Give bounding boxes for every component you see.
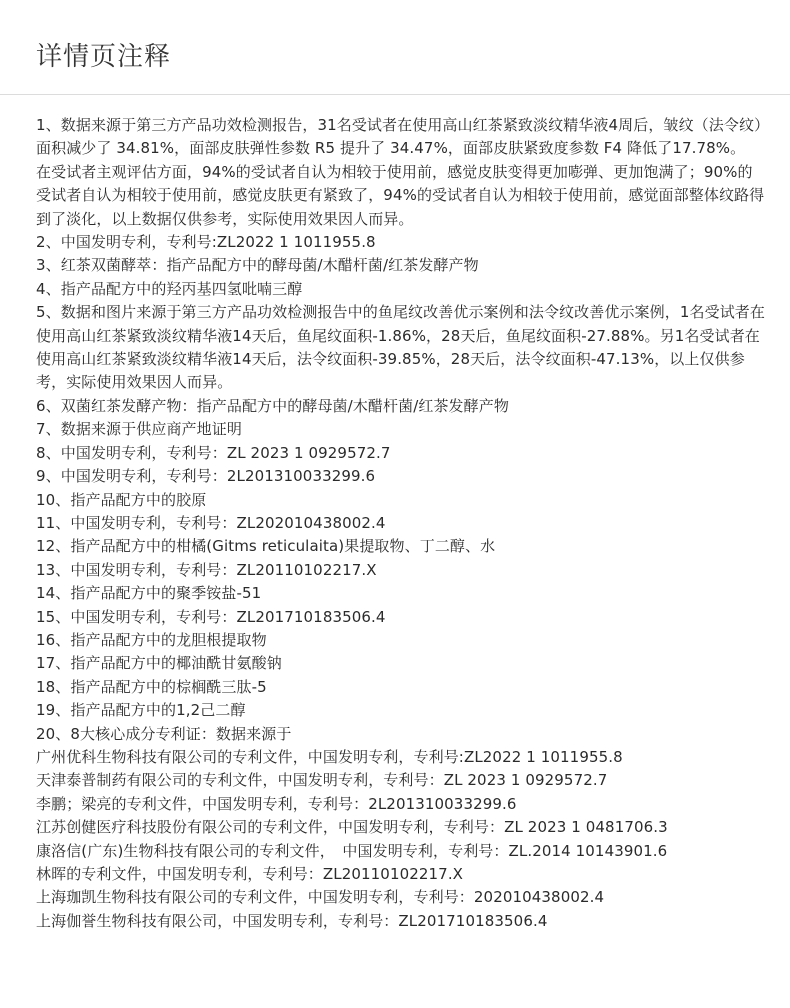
patent-source-item: 李鹏；梁亮的专利文件，中国发明专利，专利号：2L201310033299.6	[36, 794, 517, 813]
note-item: 19、指产品配方中的1,2己二醇	[36, 701, 246, 720]
title-divider	[0, 94, 790, 95]
note-item: 9、中国发明专利，专利号：2L201310033299.6	[36, 467, 376, 486]
patent-source-item: 天津泰普制药有限公司的专利文件，中国发明专利，专利号：ZL 2023 1 0929572.7	[36, 771, 608, 790]
note-item: 14、指产品配方中的聚季铵盐-51	[36, 584, 262, 603]
page-title: 详情页注释	[36, 42, 172, 72]
note-item: 在受试者主观评估方面，94%的受试者自认为相较于使用前，感觉皮肤变得更加嘭弹、更加饱满了；90%的受试者自认为相较于使用前，感觉皮肤更有紧致了，94%的受试者自认为相较于使用前，感觉面部整体纹路得到了淡化，以上数据仅供参考，实际使用效果因人而异。	[36, 162, 765, 228]
notes-list	[36, 114, 766, 933]
note-item: 16、指产品配方中的龙胆根提取物	[36, 630, 267, 649]
note-item: 3、红茶双菌酵萃：指产品配方中的酵母菌/木醋杆菌/红茶发酵产物	[36, 256, 479, 275]
note-item: 1、数据来源于第三方产品功效检测报告，31名受试者在使用高山红茶紧致淡纹精华液4周后，皱纹（法令纹）面积减少了 34.81%，面部皮肤弹性参数 R5 提升了 34.47%，面部皮肤紧致度参数 F4 降低了17.78%。	[36, 116, 762, 158]
note-item: 8、中国发明专利，专利号：ZL 2023 1 0929572.7	[36, 443, 391, 462]
note-item: 20、8大核心成分专利证：数据来源于	[36, 724, 292, 743]
patent-source-item: 上海伽誉生物科技有限公司，中国发明专利，专利号：ZL201710183506.4	[36, 911, 548, 930]
note-item: 11、中国发明专利，专利号：ZL202010438002.4	[36, 513, 386, 532]
note-item: 5、数据和图片来源于第三方产品功效检测报告中的鱼尾纹改善优示案例和法令纹改善优示案例，1名受试者在使用高山红茶紧致淡纹精华液14天后，鱼尾纹面积-1.86%，28天后，鱼尾纹面积-27.88%。另1名受试者在使用高山红茶紧致淡纹精华液14天后，法令纹面积-39.85%，28天后，法令纹面积-47.13%，以上仅供参考，实际使用效果因人而异。	[36, 303, 765, 392]
note-item: 18、指产品配方中的棕榈酰三肽-5	[36, 677, 267, 696]
patent-source-item: 江苏创健医疗科技股份有限公司的专利文件，中国发明专利，专利号：ZL 2023 1 0481706.3	[36, 818, 668, 837]
note-item: 7、数据来源于供应商产地证明	[36, 420, 242, 439]
note-item: 17、指产品配方中的椰油酰甘氨酸钠	[36, 654, 282, 673]
patent-source-item: 康洛信(广东)生物科技有限公司的专利文件， 中国发明专利，专利号：ZL.2014 10143901.6	[36, 841, 668, 860]
patent-source-item: 林晖的专利文件，中国发明专利，专利号：ZL20110102217.X	[36, 865, 464, 883]
note-item: 15、中国发明专利，专利号：ZL201710183506.4	[36, 607, 386, 626]
note-item: 12、指产品配方中的柑橘(Gitms reticulaita)果提取物、丁二醇、水	[36, 537, 496, 556]
patent-source-item: 上海珈凯生物科技有限公司的专利文件，中国发明专利，专利号：202010438002.4	[36, 888, 605, 907]
note-item: 4、指产品配方中的羟丙基四氢吡喃三醇	[36, 279, 303, 298]
note-item: 10、指产品配方中的胶原	[36, 490, 207, 509]
patent-source-item: 广州优科生物科技有限公司的专利文件，中国发明专利，专利号:ZL2022 1 1011955.8	[36, 747, 623, 766]
note-item: 6、双菌红茶发酵产物：指产品配方中的酵母菌/木醋杆菌/红茶发酵产物	[36, 396, 509, 415]
note-item: 2、中国发明专利，专利号:ZL2022 1 1011955.8	[36, 233, 376, 252]
note-item: 13、中国发明专利，专利号：ZL20110102217.X	[36, 560, 377, 579]
